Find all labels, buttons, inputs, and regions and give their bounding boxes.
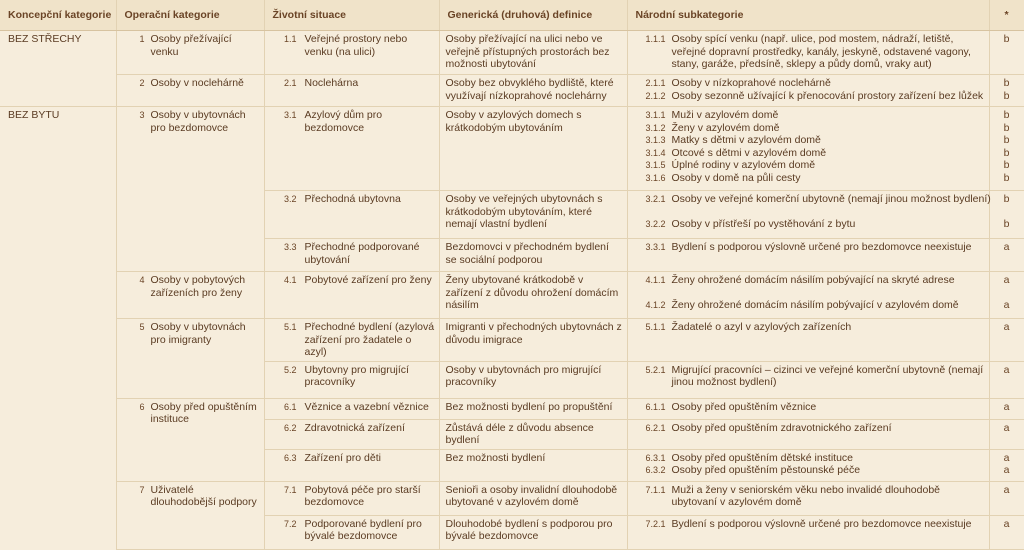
definice-cell: Osoby přežívající na ulici nebo ve veřejně přístupných prostorách bez možnosti ubytování: [439, 31, 627, 75]
operacni-cell: 3 Osoby v ubytovnách pro bezdomovce: [116, 107, 264, 272]
star-cell: a: [989, 481, 1024, 515]
situace-cell: 1.1 Veřejné prostory nebo venku (na ulici): [264, 31, 439, 75]
star-cell: a: [989, 419, 1024, 449]
header-operacni: Operační kategorie: [116, 0, 264, 31]
operacni-cell: 1 Osoby přežívající venku: [116, 31, 264, 75]
table-row: [0, 398, 1024, 419]
situace-cell: 5.1 Přechodné bydlení (azylová zařízení pro žadatele o azyl): [264, 319, 439, 362]
narodni-cell: 6.1.1 Osoby před opuštěním věznice: [627, 398, 989, 419]
star-cell: b b b b b b: [989, 107, 1024, 191]
narodni-cell: 6.3.1 Osoby před opuštěním dětské instituce 6.3.2 Osoby před opuštěním pěstounské péče: [627, 449, 989, 481]
definice-cell: Osoby v azylových domech s krátkodobým ubytováním: [439, 107, 627, 191]
header-konceptni: Koncepční kategorie: [0, 0, 116, 31]
header-narodni: Národní subkategorie: [627, 0, 989, 31]
definice-cell: Bezdomovci v přechodném bydlení se sociální podporou: [439, 239, 627, 272]
konceptni-cell: BEZ STŘECHY: [0, 31, 116, 107]
narodni-cell: 2.1.1 Osoby v nízkoprahové noclehárně 2.1.2 Osoby sezonně užívající k přenocování prostory zařízení bez lůžek: [627, 75, 989, 107]
situace-cell: 7.2 Podporované bydlení pro bývalé bezdomovce: [264, 515, 439, 549]
narodni-cell: 5.2.1 Migrující pracovníci – cizinci ve veřejné komerční ubytovně (nemají jinou možnost bydlení): [627, 361, 989, 398]
table-row: [0, 75, 1024, 107]
situace-cell: 3.3 Přechodné podporované ubytování: [264, 239, 439, 272]
narodni-cell: 6.2.1 Osoby před opuštěním zdravotnického zařízení: [627, 419, 989, 449]
header-genericka: Generická (druhová) definice: [439, 0, 627, 31]
star-cell: a: [989, 361, 1024, 398]
header-row: [0, 0, 1024, 31]
narodni-cell: 5.1.1 Žadatelé o azyl v azylových zařízeních: [627, 319, 989, 362]
definice-cell: Osoby ve veřejných ubytovnách s krátkodobým ubytováním, které nemají vlastní bydlení: [439, 191, 627, 239]
star-cell: b b: [989, 75, 1024, 107]
star-cell: b b: [989, 191, 1024, 239]
star-cell: a: [989, 515, 1024, 549]
star-cell: a a: [989, 272, 1024, 319]
table-row: [0, 31, 1024, 75]
narodni-cell: 1.1.1 Osoby spící venku (např. ulice, pod mostem, nádraží, letiště, veřejné dopravní prostředky, kanály, jeskyně, odstavené vagony, stany, garáže, předsíně, sklepy a půdy domů, vraky aut): [627, 31, 989, 75]
situace-cell: 6.3 Zařízení pro děti: [264, 449, 439, 481]
operacni-cell: 5 Osoby v ubytovnách pro imigranty: [116, 319, 264, 399]
header-zivotni: Životní situace: [264, 0, 439, 31]
definice-cell: Senioři a osoby invalidní dlouhodobě ubytované v azylovém domě: [439, 481, 627, 515]
operacni-cell: 4 Osoby v pobytových zařízeních pro ženy: [116, 272, 264, 319]
star-cell: a: [989, 239, 1024, 272]
situace-cell: 5.2 Ubytovny pro migrující pracovníky: [264, 361, 439, 398]
narodni-cell: 7.1.1 Muži a ženy v seniorském věku nebo invalidé dlouhodobě ubytovaní v azylovém domě: [627, 481, 989, 515]
star-cell: a: [989, 319, 1024, 362]
situace-cell: 3.2 Přechodná ubytovna: [264, 191, 439, 239]
definice-cell: Imigranti v přechodných ubytovnách z důvodu imigrace: [439, 319, 627, 362]
star-cell: b: [989, 31, 1024, 75]
definice-cell: Bez možnosti bydlení: [439, 449, 627, 481]
definice-cell: Dlouhodobé bydlení s podporou pro bývalé bezdomovce: [439, 515, 627, 549]
situace-cell: 3.1 Azylový dům pro bezdomovce: [264, 107, 439, 191]
situace-cell: 4.1 Pobytové zařízení pro ženy: [264, 272, 439, 319]
operacni-cell: 6 Osoby před opuštěním instituce: [116, 398, 264, 481]
situace-cell: 6.2 Zdravotnická zařízení: [264, 419, 439, 449]
definice-cell: Osoby bez obvyklého bydliště, které využívají nízkoprahové noclehárny: [439, 75, 627, 107]
definice-cell: Bez možnosti bydlení po propuštění: [439, 398, 627, 419]
situace-cell: 6.1 Věznice a vazební věznice: [264, 398, 439, 419]
situace-cell: 2.1 Noclehárna: [264, 75, 439, 107]
konceptni-cell: BEZ BYTU: [0, 107, 116, 550]
narodni-cell: 3.3.1 Bydlení s podporou výslovně určené pro bezdomovce neexistuje: [627, 239, 989, 272]
star-cell: a a: [989, 449, 1024, 481]
star-cell: a: [989, 398, 1024, 419]
header-star: *: [989, 0, 1024, 31]
table-row: [0, 107, 1024, 191]
narodni-cell: 4.1.1 Ženy ohrožené domácím násilím pobývající na skryté adrese 4.1.2 Ženy ohrožené domácím násilím pobývající v azylovém domě: [627, 272, 989, 319]
table-row: [0, 481, 1024, 515]
narodni-cell: 3.2.1 Osoby ve veřejné komerční ubytovně (nemají jinou možnost bydlení) 3.2.2 Osoby v přístřeší po vystěhování z bytu: [627, 191, 989, 239]
table-row: [0, 272, 1024, 319]
operacni-cell: 2 Osoby v noclehárně: [116, 75, 264, 107]
definice-cell: Osoby v ubytovnách pro migrující pracovníky: [439, 361, 627, 398]
operacni-cell: 7 Uživatelé dlouhodobější podpory: [116, 481, 264, 549]
definice-cell: Zůstává déle z důvodu absence bydlení: [439, 419, 627, 449]
table-row: [0, 319, 1024, 362]
narodni-cell: 3.1.1 Muži v azylovém domě 3.1.2 Ženy v azylovém domě 3.1.3 Matky s dětmi v azylovém domě 3.1.4 Otcové s dětmi v azylovém domě 3.1.5 Úplné rodiny v azylovém domě 3.1.6 Osoby v domě na půli cesty: [627, 107, 989, 191]
narodni-cell: 7.2.1 Bydlení s podporou výslovně určené pro bezdomovce neexistuje: [627, 515, 989, 549]
situace-cell: 7.1 Pobytová péče pro starší bezdomovce: [264, 481, 439, 515]
definice-cell: Ženy ubytované krátkodobě v zařízení z důvodu ohrožení domácím násilím: [439, 272, 627, 319]
